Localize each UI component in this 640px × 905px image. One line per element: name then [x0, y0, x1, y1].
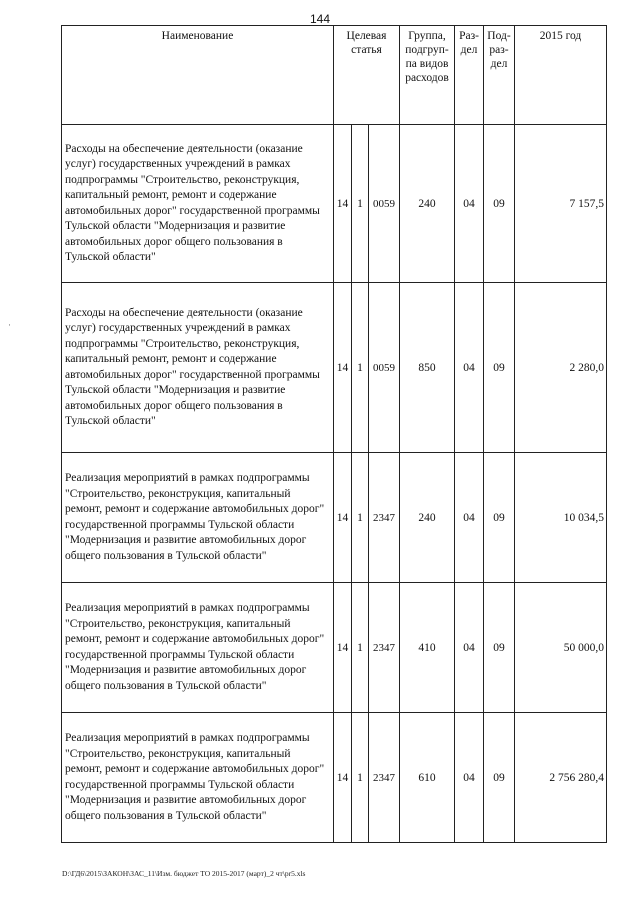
row-target-program: 14 [334, 713, 352, 843]
table-row [62, 125, 607, 283]
page-number: 144 [309, 12, 331, 26]
footer-file-path: D:\ГД6\2015\ЗАКОН\ЗАС_11\Изм. бюджет ТО 2015-2017 (март)_2 чт\pr5.xls [62, 869, 306, 878]
table-row [62, 583, 607, 713]
table-row [62, 283, 607, 453]
row-section: 04 [455, 125, 484, 283]
row-expense-group: 240 [400, 125, 455, 283]
row-target-program: 14 [334, 583, 352, 713]
row-target-direction: 2347 [369, 453, 400, 583]
row-section: 04 [455, 283, 484, 453]
table-row [62, 713, 607, 843]
row-amount: 2 280,0 [515, 283, 607, 453]
row-subsection: 09 [484, 713, 515, 843]
header-subsection: Под- раз- дел [484, 26, 515, 125]
row-section: 04 [455, 713, 484, 843]
row-target-subprogram: 1 [352, 283, 369, 453]
row-target-program: 14 [334, 125, 352, 283]
row-amount: 7 157,5 [515, 125, 607, 283]
header-group: Группа, подгруп- па видов расходов [400, 26, 455, 125]
row-amount: 2 756 280,4 [515, 713, 607, 843]
row-target-subprogram: 1 [352, 583, 369, 713]
row-section: 04 [455, 453, 484, 583]
row-amount: 10 034,5 [515, 453, 607, 583]
budget-table [61, 25, 607, 843]
row-expense-group: 850 [400, 283, 455, 453]
row-target-subprogram: 1 [352, 125, 369, 283]
row-subsection: 09 [484, 125, 515, 283]
row-subsection: 09 [484, 453, 515, 583]
row-section: 04 [455, 583, 484, 713]
row-target-program: 14 [334, 283, 352, 453]
row-name: Реализация мероприятий в рамках подпрограммы "Строительство, реконструкция, капитальный ремонт, ремонт и содержание автомобильных дорог" государственной программы Тульской области "Модернизация и развитие автомобильных дорог общего пользования в Тульской области" [62, 583, 334, 713]
row-target-subprogram: 1 [352, 453, 369, 583]
row-target-direction: 0059 [369, 283, 400, 453]
header-target: Целевая статья [334, 26, 400, 125]
table-header-row [62, 26, 607, 125]
row-expense-group: 610 [400, 713, 455, 843]
row-name: Реализация мероприятий в рамках подпрограммы "Строительство, реконструкция, капитальный ремонт, ремонт и содержание автомобильных дорог" государственной программы Тульской области "Модернизация и развитие автомобильных дорог общего пользования в Тульской области" [62, 713, 334, 843]
header-year: 2015 год [515, 26, 607, 125]
margin-mark: · [8, 320, 11, 330]
row-name: Расходы на обеспечение деятельности (оказание услуг) государственных учреждений в рамках подпрограммы "Строительство, реконструкция, капитальный ремонт, ремонт и содержание автомобильных дорог" государственной программы Тульской области "Модернизация и развитие автомобильных дорог общего пользования в Тульской области" [62, 283, 334, 453]
table-row [62, 453, 607, 583]
header-name: Наименование [62, 26, 334, 125]
row-name: Расходы на обеспечение деятельности (оказание услуг) государственных учреждений в рамках подпрограммы "Строительство, реконструкция, капитальный ремонт, ремонт и содержание автомобильных дорог" государственной программы Тульской области "Модернизация и развитие автомобильных дорог общего пользования в Тульской области" [62, 125, 334, 283]
row-target-subprogram: 1 [352, 713, 369, 843]
row-expense-group: 410 [400, 583, 455, 713]
row-target-direction: 0059 [369, 125, 400, 283]
row-target-direction: 2347 [369, 583, 400, 713]
header-section: Раз- дел [455, 26, 484, 125]
row-expense-group: 240 [400, 453, 455, 583]
row-target-program: 14 [334, 453, 352, 583]
row-subsection: 09 [484, 583, 515, 713]
row-subsection: 09 [484, 283, 515, 453]
row-target-direction: 2347 [369, 713, 400, 843]
row-name: Реализация мероприятий в рамках подпрограммы "Строительство, реконструкция, капитальный ремонт, ремонт и содержание автомобильных дорог" государственной программы Тульской области "Модернизация и развитие автомобильных дорог общего пользования в Тульской области" [62, 453, 334, 583]
row-amount: 50 000,0 [515, 583, 607, 713]
